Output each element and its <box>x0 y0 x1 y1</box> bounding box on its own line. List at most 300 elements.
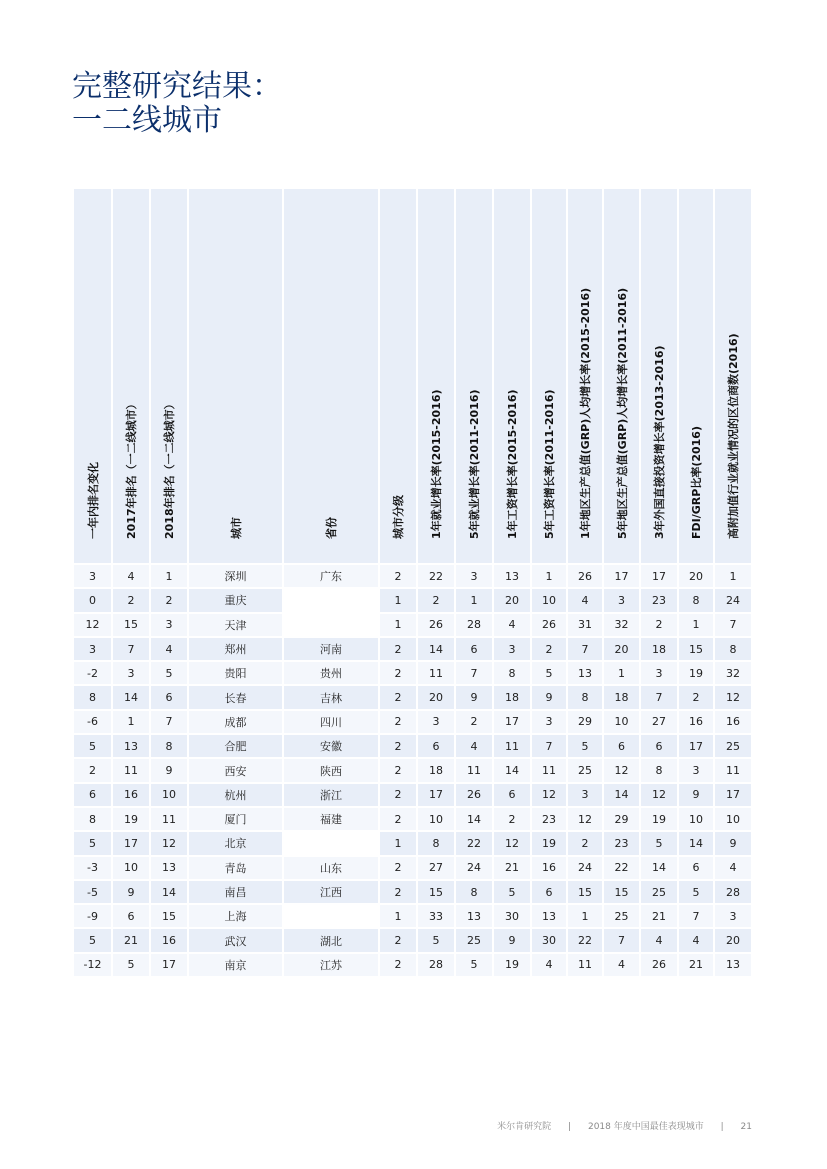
table-cell: 13 <box>567 661 603 685</box>
table-cell: 5 <box>493 880 531 904</box>
results-table <box>74 189 753 978</box>
column-header-label: 3年外国直接投资增长率(2013-2016) <box>653 345 666 539</box>
table-cell: 17 <box>417 783 455 807</box>
table-cell: 16 <box>531 856 567 880</box>
table-cell: 15 <box>567 880 603 904</box>
table-cell: 8 <box>74 685 112 709</box>
table-cell: 8 <box>640 758 678 782</box>
table-cell: 四川 <box>283 710 379 734</box>
table-cell: 10 <box>112 856 150 880</box>
table-cell: 2 <box>379 685 417 709</box>
table-cell: 2 <box>150 588 188 612</box>
column-header-label: 5年就业增长率(2011-2016) <box>468 389 481 539</box>
table-cell: 4 <box>640 928 678 952</box>
table-cell: 9 <box>714 831 752 855</box>
footer-page-number: 21 <box>740 1122 752 1132</box>
table-cell: 杭州 <box>188 783 283 807</box>
table-cell: 10 <box>678 807 714 831</box>
table-cell: 1 <box>379 588 417 612</box>
table-row <box>74 807 752 831</box>
column-header <box>531 189 567 564</box>
column-header <box>640 189 678 564</box>
table-cell: 9 <box>493 928 531 952</box>
table-cell: 8 <box>74 807 112 831</box>
table-cell: 20 <box>603 637 640 661</box>
table-cell: 4 <box>678 928 714 952</box>
table-row <box>74 928 752 952</box>
table-cell: 2 <box>379 564 417 588</box>
table-cell: 4 <box>567 588 603 612</box>
table-cell: 15 <box>417 880 455 904</box>
table-cell: 8 <box>417 831 455 855</box>
column-header-label: 城市分级 <box>392 495 405 539</box>
table-cell: 6 <box>603 734 640 758</box>
table-cell: 4 <box>531 953 567 977</box>
table-row <box>74 661 752 685</box>
table-cell <box>283 613 379 637</box>
table-cell: 贵州 <box>283 661 379 685</box>
column-header-label: 5年工资增长率(2011-2016) <box>543 389 556 539</box>
table-cell: 21 <box>493 856 531 880</box>
table-cell: 10 <box>714 807 752 831</box>
table-cell: 5 <box>74 734 112 758</box>
column-header-label: 1年就业增长率(2015-2016) <box>430 389 443 539</box>
footer-separator: | <box>568 1122 572 1132</box>
table-cell: 32 <box>714 661 752 685</box>
table-cell: 11 <box>531 758 567 782</box>
table-cell: 北京 <box>188 831 283 855</box>
table-cell: 20 <box>714 928 752 952</box>
table-cell: 24 <box>455 856 493 880</box>
table-cell: 17 <box>714 783 752 807</box>
table-cell: -5 <box>74 880 112 904</box>
table-cell: 11 <box>150 807 188 831</box>
table-cell: 30 <box>531 928 567 952</box>
column-header <box>493 189 531 564</box>
table-cell: 9 <box>112 880 150 904</box>
table-cell: 长春 <box>188 685 283 709</box>
table-cell: 23 <box>603 831 640 855</box>
table-cell: 32 <box>603 613 640 637</box>
table-row <box>74 734 752 758</box>
table-cell: 14 <box>603 783 640 807</box>
table-cell: 1 <box>531 564 567 588</box>
table-cell: 2 <box>379 880 417 904</box>
table-row <box>74 856 752 880</box>
column-header-label: 一年内排名变化 <box>86 462 100 539</box>
table-cell: 5 <box>74 831 112 855</box>
column-header <box>150 189 188 564</box>
table-cell: 2 <box>455 710 493 734</box>
table-cell: 12 <box>493 831 531 855</box>
table-cell: 11 <box>112 758 150 782</box>
table-cell: 16 <box>150 928 188 952</box>
table-cell: 7 <box>150 710 188 734</box>
table-cell: 0 <box>74 588 112 612</box>
table-cell: 10 <box>531 588 567 612</box>
table-cell: 2 <box>640 613 678 637</box>
table-cell: 1 <box>678 613 714 637</box>
table-cell: 2 <box>493 807 531 831</box>
table-cell: 13 <box>531 904 567 928</box>
table-cell: 26 <box>417 613 455 637</box>
table-cell: 28 <box>714 880 752 904</box>
table-cell: 4 <box>455 734 493 758</box>
table-cell: 8 <box>567 685 603 709</box>
table-cell: 10 <box>603 710 640 734</box>
table-cell: 13 <box>714 953 752 977</box>
table-cell: 5 <box>531 661 567 685</box>
table-cell: 3 <box>567 783 603 807</box>
table-cell: 9 <box>531 685 567 709</box>
column-header-label: 1年地区生产总值(GRP)人均增长率(2015-2016) <box>579 287 592 539</box>
table-header-row <box>74 189 752 564</box>
column-header <box>74 189 112 564</box>
table-cell: 23 <box>640 588 678 612</box>
table-cell: 深圳 <box>188 564 283 588</box>
column-header <box>283 189 379 564</box>
table-cell: 11 <box>455 758 493 782</box>
table-cell: 27 <box>640 710 678 734</box>
table-cell: 2 <box>379 783 417 807</box>
table-cell: 9 <box>678 783 714 807</box>
table-cell: 2 <box>379 637 417 661</box>
table-cell: 7 <box>455 661 493 685</box>
column-header <box>417 189 455 564</box>
table-cell: 郑州 <box>188 637 283 661</box>
table-row <box>74 880 752 904</box>
table-cell: 浙江 <box>283 783 379 807</box>
column-header <box>678 189 714 564</box>
table-row <box>74 685 752 709</box>
table-cell: 湖北 <box>283 928 379 952</box>
table-cell: 5 <box>150 661 188 685</box>
column-header-label: 2018年排名（一二线城市） <box>163 398 176 539</box>
table-cell: 6 <box>112 904 150 928</box>
table-cell: 2 <box>112 588 150 612</box>
table-cell: 6 <box>150 685 188 709</box>
column-header-label: 省份 <box>325 517 338 539</box>
table-cell: 20 <box>678 564 714 588</box>
table-cell: 12 <box>714 685 752 709</box>
table-cell: 18 <box>640 637 678 661</box>
table-cell: 7 <box>640 685 678 709</box>
table-cell: 南京 <box>188 953 283 977</box>
table-cell: 重庆 <box>188 588 283 612</box>
table-cell: 11 <box>493 734 531 758</box>
table-row <box>74 588 752 612</box>
table-row <box>74 831 752 855</box>
table-cell <box>283 904 379 928</box>
table-cell: 25 <box>603 904 640 928</box>
table-cell: 陕西 <box>283 758 379 782</box>
table-cell: 13 <box>493 564 531 588</box>
column-header <box>714 189 752 564</box>
table-cell: 16 <box>678 710 714 734</box>
table-cell: 10 <box>417 807 455 831</box>
table-cell: 15 <box>603 880 640 904</box>
table-cell: 11 <box>417 661 455 685</box>
table-cell: 5 <box>678 880 714 904</box>
table-cell: 7 <box>714 613 752 637</box>
column-header-label: 5年地区生产总值(GRP)人均增长率(2011-2016) <box>615 287 629 539</box>
table-cell: 贵阳 <box>188 661 283 685</box>
table-row <box>74 564 752 588</box>
table-cell: 19 <box>640 807 678 831</box>
table-row <box>74 710 752 734</box>
column-header <box>188 189 283 564</box>
column-header <box>379 189 417 564</box>
table-cell: 16 <box>714 710 752 734</box>
table-cell: 5 <box>640 831 678 855</box>
table-cell: 1 <box>714 564 752 588</box>
table-cell: 3 <box>531 710 567 734</box>
table-cell: 2 <box>74 758 112 782</box>
table-cell: 7 <box>567 637 603 661</box>
table-cell: 7 <box>603 928 640 952</box>
table-cell: 1 <box>455 588 493 612</box>
table-cell: 5 <box>455 953 493 977</box>
table-cell: 18 <box>417 758 455 782</box>
table-cell: 25 <box>455 928 493 952</box>
table-cell: 8 <box>493 661 531 685</box>
column-header-label: 2017年排名（一二线城市） <box>125 398 138 539</box>
table-cell: 2 <box>379 807 417 831</box>
footer-separator: | <box>720 1122 724 1132</box>
table-cell: 武汉 <box>188 928 283 952</box>
table-cell: 6 <box>678 856 714 880</box>
table-cell: 29 <box>603 807 640 831</box>
table-cell: 安徽 <box>283 734 379 758</box>
table-cell: 5 <box>417 928 455 952</box>
table-cell: 19 <box>678 661 714 685</box>
table-cell: 19 <box>112 807 150 831</box>
table-cell: 6 <box>417 734 455 758</box>
table-cell: 3 <box>112 661 150 685</box>
table-cell: 12 <box>640 783 678 807</box>
table-cell: 3 <box>493 637 531 661</box>
table-cell: 1 <box>379 613 417 637</box>
table-cell: 22 <box>417 564 455 588</box>
table-cell: 2 <box>379 734 417 758</box>
table-cell: 4 <box>493 613 531 637</box>
table-cell: 10 <box>150 783 188 807</box>
table-cell: 4 <box>714 856 752 880</box>
table-cell: 江苏 <box>283 953 379 977</box>
column-header <box>112 189 150 564</box>
table-cell: 1 <box>150 564 188 588</box>
column-header-label: 高附加值行业就业情况的区位商数(2016) <box>727 333 740 539</box>
table-cell: 青岛 <box>188 856 283 880</box>
column-header-label: 1年工资增长率(2015-2016) <box>506 389 519 539</box>
table-cell: 27 <box>417 856 455 880</box>
table-cell: 2 <box>379 856 417 880</box>
table-cell: 17 <box>640 564 678 588</box>
table-cell: -2 <box>74 661 112 685</box>
table-cell: 26 <box>455 783 493 807</box>
table-cell: 28 <box>455 613 493 637</box>
table-cell: 22 <box>455 831 493 855</box>
table-cell: 30 <box>493 904 531 928</box>
table-cell: -12 <box>74 953 112 977</box>
table-cell: 23 <box>531 807 567 831</box>
table-body <box>74 564 752 977</box>
table-cell: 4 <box>603 953 640 977</box>
table-cell: 8 <box>714 637 752 661</box>
table-cell: 21 <box>640 904 678 928</box>
table-cell: 21 <box>678 953 714 977</box>
table-cell: 9 <box>455 685 493 709</box>
table-cell: 2 <box>678 685 714 709</box>
table-cell: 12 <box>603 758 640 782</box>
table-cell: 6 <box>455 637 493 661</box>
table-cell: 24 <box>567 856 603 880</box>
table-cell: 广东 <box>283 564 379 588</box>
table-cell: 2 <box>379 758 417 782</box>
table-cell: 3 <box>455 564 493 588</box>
table-cell: 16 <box>112 783 150 807</box>
table-cell: 18 <box>603 685 640 709</box>
table-cell: 7 <box>678 904 714 928</box>
table-cell: -9 <box>74 904 112 928</box>
table-row <box>74 953 752 977</box>
table-cell: 3 <box>678 758 714 782</box>
table-cell: 13 <box>150 856 188 880</box>
table-cell: 12 <box>567 807 603 831</box>
table-cell: 8 <box>678 588 714 612</box>
table-cell: 山东 <box>283 856 379 880</box>
table-row <box>74 637 752 661</box>
table-cell: 2 <box>531 637 567 661</box>
table-cell: 28 <box>417 953 455 977</box>
table-cell: 6 <box>493 783 531 807</box>
table-cell: 19 <box>531 831 567 855</box>
column-header <box>567 189 603 564</box>
table-cell: 2 <box>379 661 417 685</box>
table-cell: 31 <box>567 613 603 637</box>
table-cell: 14 <box>678 831 714 855</box>
table-cell: 上海 <box>188 904 283 928</box>
page-title <box>72 70 282 138</box>
table-cell: 17 <box>493 710 531 734</box>
table-cell: 2 <box>417 588 455 612</box>
table-row <box>74 758 752 782</box>
table-cell: 33 <box>417 904 455 928</box>
table-cell: 13 <box>112 734 150 758</box>
table-cell: -6 <box>74 710 112 734</box>
table-cell: 3 <box>714 904 752 928</box>
table-cell: 1 <box>567 904 603 928</box>
column-header-label: 城市 <box>229 517 243 539</box>
table-cell: 20 <box>493 588 531 612</box>
table-cell: 12 <box>531 783 567 807</box>
table-cell: 5 <box>112 953 150 977</box>
table-cell <box>283 831 379 855</box>
table-cell: 吉林 <box>283 685 379 709</box>
table-cell: 7 <box>112 637 150 661</box>
table-cell: 20 <box>417 685 455 709</box>
table-cell: 1 <box>112 710 150 734</box>
table-cell: 厦门 <box>188 807 283 831</box>
table-cell: 7 <box>531 734 567 758</box>
table-cell: 合肥 <box>188 734 283 758</box>
table-cell: 南昌 <box>188 880 283 904</box>
table-cell: 17 <box>150 953 188 977</box>
table-cell: 1 <box>379 831 417 855</box>
table-cell: 17 <box>112 831 150 855</box>
table-cell: 21 <box>112 928 150 952</box>
table-cell: 14 <box>150 880 188 904</box>
table-cell: 25 <box>714 734 752 758</box>
table-cell: 8 <box>455 880 493 904</box>
table-cell: 25 <box>640 880 678 904</box>
table-cell: 14 <box>417 637 455 661</box>
table-cell: 15 <box>112 613 150 637</box>
table-cell: 3 <box>640 661 678 685</box>
table-cell: 1 <box>379 904 417 928</box>
table-cell: 4 <box>112 564 150 588</box>
table-cell: 18 <box>493 685 531 709</box>
table-cell: 江西 <box>283 880 379 904</box>
table-cell: 24 <box>714 588 752 612</box>
table-cell: 4 <box>150 637 188 661</box>
table-cell: 2 <box>567 831 603 855</box>
table-cell: 22 <box>603 856 640 880</box>
table-cell: 6 <box>531 880 567 904</box>
table-cell: 26 <box>531 613 567 637</box>
table-cell: 3 <box>603 588 640 612</box>
table-cell: 13 <box>455 904 493 928</box>
page-title-line-2: 一二线城市 <box>72 103 222 138</box>
table-cell: 12 <box>74 613 112 637</box>
column-header <box>603 189 640 564</box>
table-cell: 1 <box>603 661 640 685</box>
table-cell: 11 <box>567 953 603 977</box>
table-cell: 5 <box>567 734 603 758</box>
table-row <box>74 904 752 928</box>
table-cell: 14 <box>455 807 493 831</box>
table-cell: 6 <box>74 783 112 807</box>
table-cell: 西安 <box>188 758 283 782</box>
table-cell: 25 <box>567 758 603 782</box>
table-cell: 3 <box>150 613 188 637</box>
table-cell: 3 <box>74 637 112 661</box>
column-header-label: FDI/GRP比率(2016) <box>690 426 703 539</box>
table-cell: 5 <box>74 928 112 952</box>
table-cell: 3 <box>417 710 455 734</box>
table-cell: 26 <box>567 564 603 588</box>
table-cell: 14 <box>493 758 531 782</box>
table-cell: 8 <box>150 734 188 758</box>
page-title-line-1: 完整研究结果： <box>72 69 282 104</box>
table-cell <box>283 588 379 612</box>
column-header <box>455 189 493 564</box>
table-cell: 26 <box>640 953 678 977</box>
table-cell: 15 <box>150 904 188 928</box>
table-cell: 3 <box>74 564 112 588</box>
table-cell: 天津 <box>188 613 283 637</box>
table-cell: 12 <box>150 831 188 855</box>
table-cell: 17 <box>678 734 714 758</box>
table-cell: 29 <box>567 710 603 734</box>
table-cell: 14 <box>112 685 150 709</box>
table-cell: 2 <box>379 953 417 977</box>
table-cell: -3 <box>74 856 112 880</box>
table-cell: 6 <box>640 734 678 758</box>
page-footer <box>497 1119 752 1132</box>
table-cell: 22 <box>567 928 603 952</box>
table-cell: 17 <box>603 564 640 588</box>
